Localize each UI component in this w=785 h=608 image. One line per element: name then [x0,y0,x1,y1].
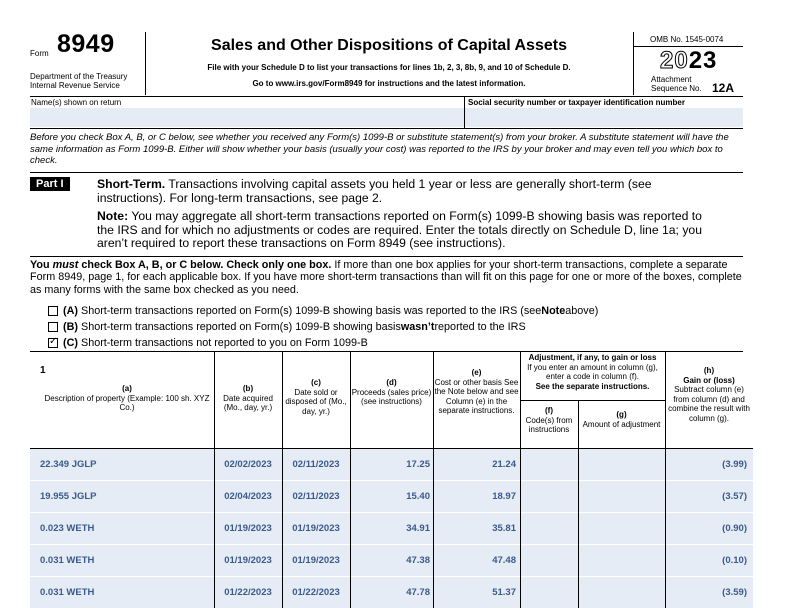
gain-loss-cell[interactable]: (3.57) [722,491,747,502]
form-number: 8949 [57,30,115,58]
ssn-input[interactable] [465,108,743,127]
subtitle-instructions: Go to www.irs.gov/Form8949 for instructions and the latest information. [252,79,526,88]
column-b-header: (b) Date acquired (Mo., day, yr.) [223,384,273,412]
date-sold-cell[interactable]: 01/22/2023 [292,587,340,598]
date-acquired-cell[interactable]: 01/22/2023 [224,587,272,598]
name-label: Name(s) shown on return [31,98,122,107]
description-cell[interactable]: 19.955 JGLP [40,491,97,502]
proceeds-cell[interactable]: 17.25 [406,459,430,470]
column-h-header: (h) Gain or (loss) Subtract column (e) from column (d) and combine the result with column (g). [668,366,750,423]
box-a-option[interactable]: (A) Short-term transactions reported on Form(s) 1099-B showing basis was reported to the IRS (see Note above) [48,305,598,317]
box-b-option[interactable]: (B) Short-term transactions reported on Form(s) 1099-B showing basis wasn’t reported to the IRS [48,321,526,333]
date-sold-cell[interactable]: 01/19/2023 [292,555,340,566]
date-sold-cell[interactable]: 01/19/2023 [292,523,340,534]
cost-basis-cell[interactable]: 21.24 [492,459,516,470]
adjustment-header: Adjustment, if any, to gain or loss If you enter an amount in column (g), enter a code in column (f). See the separate instructions. [527,353,658,391]
subtitle-schedule-d: File with your Schedule D to list your transactions for lines 1b, 2, 3, 8b, 9, and 10 of Schedule D. [207,63,571,72]
description-cell[interactable]: 0.031 WETH [40,555,95,566]
column-g-header: (g) Amount of adjustment [582,410,661,429]
department-line-2: Internal Revenue Service [30,81,120,90]
box-instructions: You must check Box A, B, or C below. Check only one box. If more than one box applies for your short-term transactions, complete a separate Form 8949, page 1, for each applicable box. If you have more short-term transactions than will fit on this page for one or more of the boxes, complete as many forms with the same box checked as you need. [30,259,742,296]
gain-loss-cell[interactable]: (0.10) [722,555,747,566]
gain-loss-cell[interactable]: (3.99) [722,459,747,470]
sequence-number: 12A [712,81,735,95]
proceeds-cell[interactable]: 47.38 [406,555,430,566]
line-number: 1 [40,365,46,376]
part-1-note: Note: You may aggregate all short-term transactions reported on Form(s) 1099-B showing basis was reported to the IRS and for which no adjustments or codes are required. Enter the totals directly on Schedule D, line 1a; you aren’t required to report these transactions on Form 8949 (see instructions). [97,209,702,250]
date-acquired-cell[interactable]: 02/04/2023 [224,491,272,502]
gain-loss-cell[interactable]: (0.90) [722,523,747,534]
description-cell[interactable]: 0.023 WETH [40,523,95,534]
department-line-1: Department of the Treasury [30,72,128,81]
box-b-checkbox[interactable] [48,322,58,332]
cost-basis-cell[interactable]: 47.48 [492,555,516,566]
cost-basis-cell[interactable]: 51.37 [492,587,516,598]
column-d-header: (d) Proceeds (sales price) (see instructions) [351,378,432,406]
proceeds-cell[interactable]: 34.91 [406,523,430,534]
column-c-header: (c) Date sold or disposed of (Mo., day, yr.) [285,378,347,416]
column-f-header: (f) Code(s) from instructions [525,406,573,434]
date-acquired-cell[interactable]: 01/19/2023 [224,523,272,534]
cost-basis-cell[interactable]: 18.97 [492,491,516,502]
box-c-checkbox[interactable] [48,338,58,348]
proceeds-cell[interactable]: 15.40 [406,491,430,502]
column-a-header: (a) Description of property (Example: 100 sh. XYZ Co.) [44,384,210,412]
description-cell[interactable]: 0.031 WETH [40,587,95,598]
date-acquired-cell[interactable]: 01/19/2023 [224,555,272,566]
omb-number: OMB No. 1545-0074 [650,35,724,44]
attachment-label: Attachment [651,75,692,84]
gain-loss-cell[interactable]: (3.59) [722,587,747,598]
column-e-header: (e) Cost or other basis See the Note below and see Column (e) in the separate instructions. [434,368,519,415]
date-sold-cell[interactable]: 02/11/2023 [292,491,340,502]
tax-year: 2023 [660,47,718,74]
intro-paragraph: Before you check Box A, B, or C below, see whether you received any Form(s) 1099-B or substitute statement(s) from your broker. A substitute statement will have the same information as Form 1099-B. Either will show whether your basis (usually your cost) was reported to the IRS by your broker and may even tell you which box to check. [30,132,729,166]
name-input[interactable] [30,108,464,127]
description-cell[interactable]: 22.349 JGLP [40,459,97,470]
box-c-option[interactable]: ✓ (C) Short-term transactions not reported to you on Form 1099-B [48,337,368,349]
date-sold-cell[interactable]: 02/11/2023 [292,459,340,470]
sequence-label: Sequence No. [651,84,702,93]
cost-basis-cell[interactable]: 35.81 [492,523,516,534]
proceeds-cell[interactable]: 47.78 [406,587,430,598]
part-badge: Part I [30,177,70,191]
box-a-checkbox[interactable] [48,306,58,316]
ssn-label: Social security number or taxpayer identification number [468,98,685,107]
page-title: Sales and Other Dispositions of Capital Assets [211,37,567,54]
form-label: Form [30,49,49,58]
date-acquired-cell[interactable]: 02/02/2023 [224,459,272,470]
part-1-description: Short-Term. Transactions involving capital assets you held 1 year or less are generally short-term (see instructions). For long-term transactions, see page 2. [97,177,652,205]
